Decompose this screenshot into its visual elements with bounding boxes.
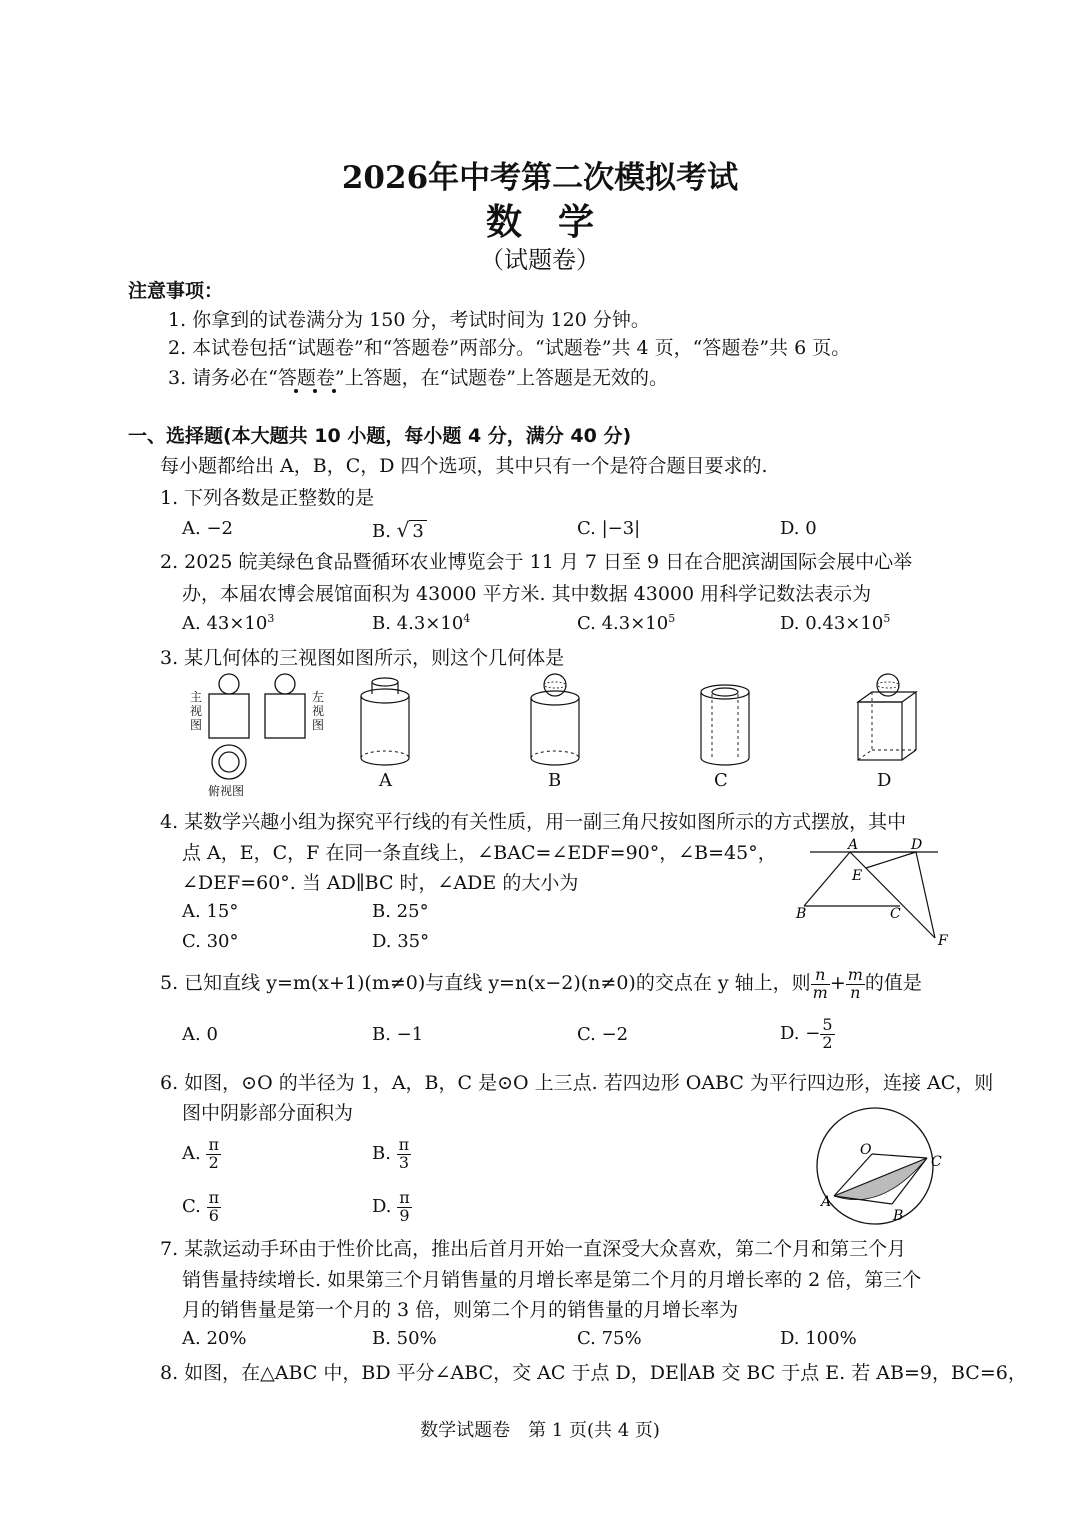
q4-option-c: C. 30° [182, 931, 239, 952]
question-7-line-3: 月的销售量是第一个月的 3 倍，则第二个月的销售量的月增长率为 [182, 1299, 739, 1321]
q6-option-d: D. $\frac{\pi}{9}$ [372, 1187, 410, 1225]
q2-option-c: C. $4.3\times 10^5$ [577, 612, 676, 634]
q2-option-b: B. $4.3\times 10^4$ [372, 612, 471, 634]
q3-solid-c-figure [695, 680, 755, 770]
q4-triangles-figure [790, 838, 960, 953]
top-view-label: 俯视图 [208, 784, 245, 798]
q4-point-e: E [852, 868, 863, 884]
q6-option-c: C. $\frac{\pi}{6}$ [182, 1187, 220, 1225]
exam-title: 2026年中考第二次模拟考试 [341, 160, 739, 196]
q3-solid-a-figure [355, 672, 415, 772]
q6-point-o: O [860, 1142, 872, 1158]
q7-option-d: D. 100% [780, 1328, 857, 1349]
q6-circle-figure [812, 1108, 952, 1226]
q5-option-a: A. 0 [182, 1024, 218, 1045]
question-4-line-3: ∠DEF=60°. 当 AD∥BC 时，∠ADE 的大小为 [182, 872, 579, 894]
q3-label-b: B [548, 770, 562, 791]
q4-point-b: B [796, 906, 807, 922]
question-5-stem: 5. 已知直线 y=m(x+1)(m≠0)与直线 y=n(x−2)(n≠0)的交点在 y 轴上，则 $\frac{n}{m}$ + $\frac{m}{n}$ 的值是 [160, 964, 922, 1002]
section-heading: 一、选择题(本大题共 10 小题，每小题 4 分，满分 40 分) [128, 425, 632, 447]
note-item-2: 2. 本试卷包括“试题卷”和“答题卷”两部分。“试题卷”共 4 页，“答题卷”共 6 页。 [168, 337, 851, 359]
q4-point-f: F [938, 933, 948, 949]
subject-title: 数学 [485, 201, 630, 243]
q3-label-c: C [714, 770, 728, 791]
q6-point-c: C [931, 1154, 942, 1170]
q7-option-a: A. 20% [182, 1328, 247, 1349]
emphasis-dot [294, 389, 298, 393]
question-1-stem: 1. 下列各数是正整数的是 [160, 487, 375, 509]
question-4-line-1: 4. 某数学兴趣小组为探究平行线的有关性质，用一副三角尺按如图所示的方式摆放，其中 [160, 811, 907, 833]
q6-point-a: A [821, 1194, 832, 1210]
q1-option-c: C. |−3| [577, 518, 641, 539]
q5-option-b: B. −1 [372, 1024, 424, 1045]
q4-option-b: B. 25° [372, 901, 429, 922]
note-item-1: 1. 你拿到的试卷满分为 150 分，考试时间为 120 分钟。 [168, 309, 650, 331]
note-item-3: 3. 请务必在“答题卷”上答题，在“试题卷”上答题是无效的。 [168, 367, 669, 389]
q4-point-a: A [848, 837, 859, 853]
left-view-label: 左视图 [312, 690, 325, 732]
emphasis-dot [313, 389, 317, 393]
paper-type: （试题卷） [480, 246, 600, 274]
q2-option-a: A. $43\times 10^3$ [182, 612, 275, 634]
q7-option-c: C. 75% [577, 1328, 642, 1349]
q2-option-d: D. $0.43\times 10^5$ [780, 612, 891, 634]
question-4-line-2: 点 A，E，C，F 在同一条直线上，∠BAC=∠EDF=90°，∠B=45°， [182, 842, 777, 864]
question-2-line-2: 办，本届农博会展馆面积为 43000 平方米. 其中数据 43000 用科学记数法表示为 [182, 583, 872, 605]
question-2-line-1: 2. 2025 皖美绿色食品暨循环农业博览会于 11 月 7 日至 9 日在合肥滨湖国际会展中心举 [160, 551, 913, 573]
question-6-line-1: 6. 如图，⊙O 的半径为 1，A，B，C 是⊙O 上三点. 若四边形 OABC 为平行四边形，连接 AC，则 [160, 1072, 994, 1094]
q1-option-b: B. √ 3 [372, 518, 427, 542]
q6-option-b: B. $\frac{\pi}{3}$ [372, 1134, 410, 1172]
emphasis-dot [332, 389, 336, 393]
question-6-line-2: 图中阴影部分面积为 [182, 1102, 354, 1124]
question-3-stem: 3. 某几何体的三视图如图所示，则这个几何体是 [160, 647, 565, 669]
q6-option-a: A. $\frac{\pi}{2}$ [182, 1134, 219, 1172]
front-view-label: 主视图 [190, 690, 203, 732]
question-8-line-1: 8. 如图，在△ABC 中，BD 平分∠ABC，交 AC 于点 D，DE∥AB 交 BC 于点 E. 若 AB=9，BC=6， [160, 1362, 1027, 1384]
section-intro: 每小题都给出 A，B，C，D 四个选项，其中只有一个是符合题目要求的. [160, 455, 768, 477]
q4-point-d: D [911, 837, 923, 853]
q1-option-a: A. −2 [182, 518, 233, 539]
q5-option-c: C. −2 [577, 1024, 629, 1045]
q3-solid-b-figure [525, 672, 585, 772]
page-footer: 数学试题卷 第 1 页(共 4 页) [420, 1420, 660, 1441]
question-7-line-1: 7. 某款运动手环由于性价比高，推出后首月开始一直深受大众喜欢，第二个月和第三个月 [160, 1238, 907, 1260]
q1-option-d: D. 0 [780, 518, 817, 539]
q6-point-b: B [893, 1208, 904, 1224]
q3-label-a: A [379, 770, 392, 791]
q4-point-c: C [890, 906, 901, 922]
notes-heading: 注意事项： [128, 280, 224, 302]
question-7-line-2: 销售量持续增长. 如果第三个月销售量的月增长率是第二个月的月增长率的 2 倍，第三个 [182, 1269, 922, 1291]
q5-option-d: D. − $\frac{5}{2}$ [780, 1014, 833, 1052]
q3-label-d: D [877, 770, 892, 791]
q7-option-b: B. 50% [372, 1328, 437, 1349]
q3-solid-d-figure [850, 672, 930, 772]
q4-option-d: D. 35° [372, 931, 430, 952]
q4-option-a: A. 15° [182, 901, 239, 922]
